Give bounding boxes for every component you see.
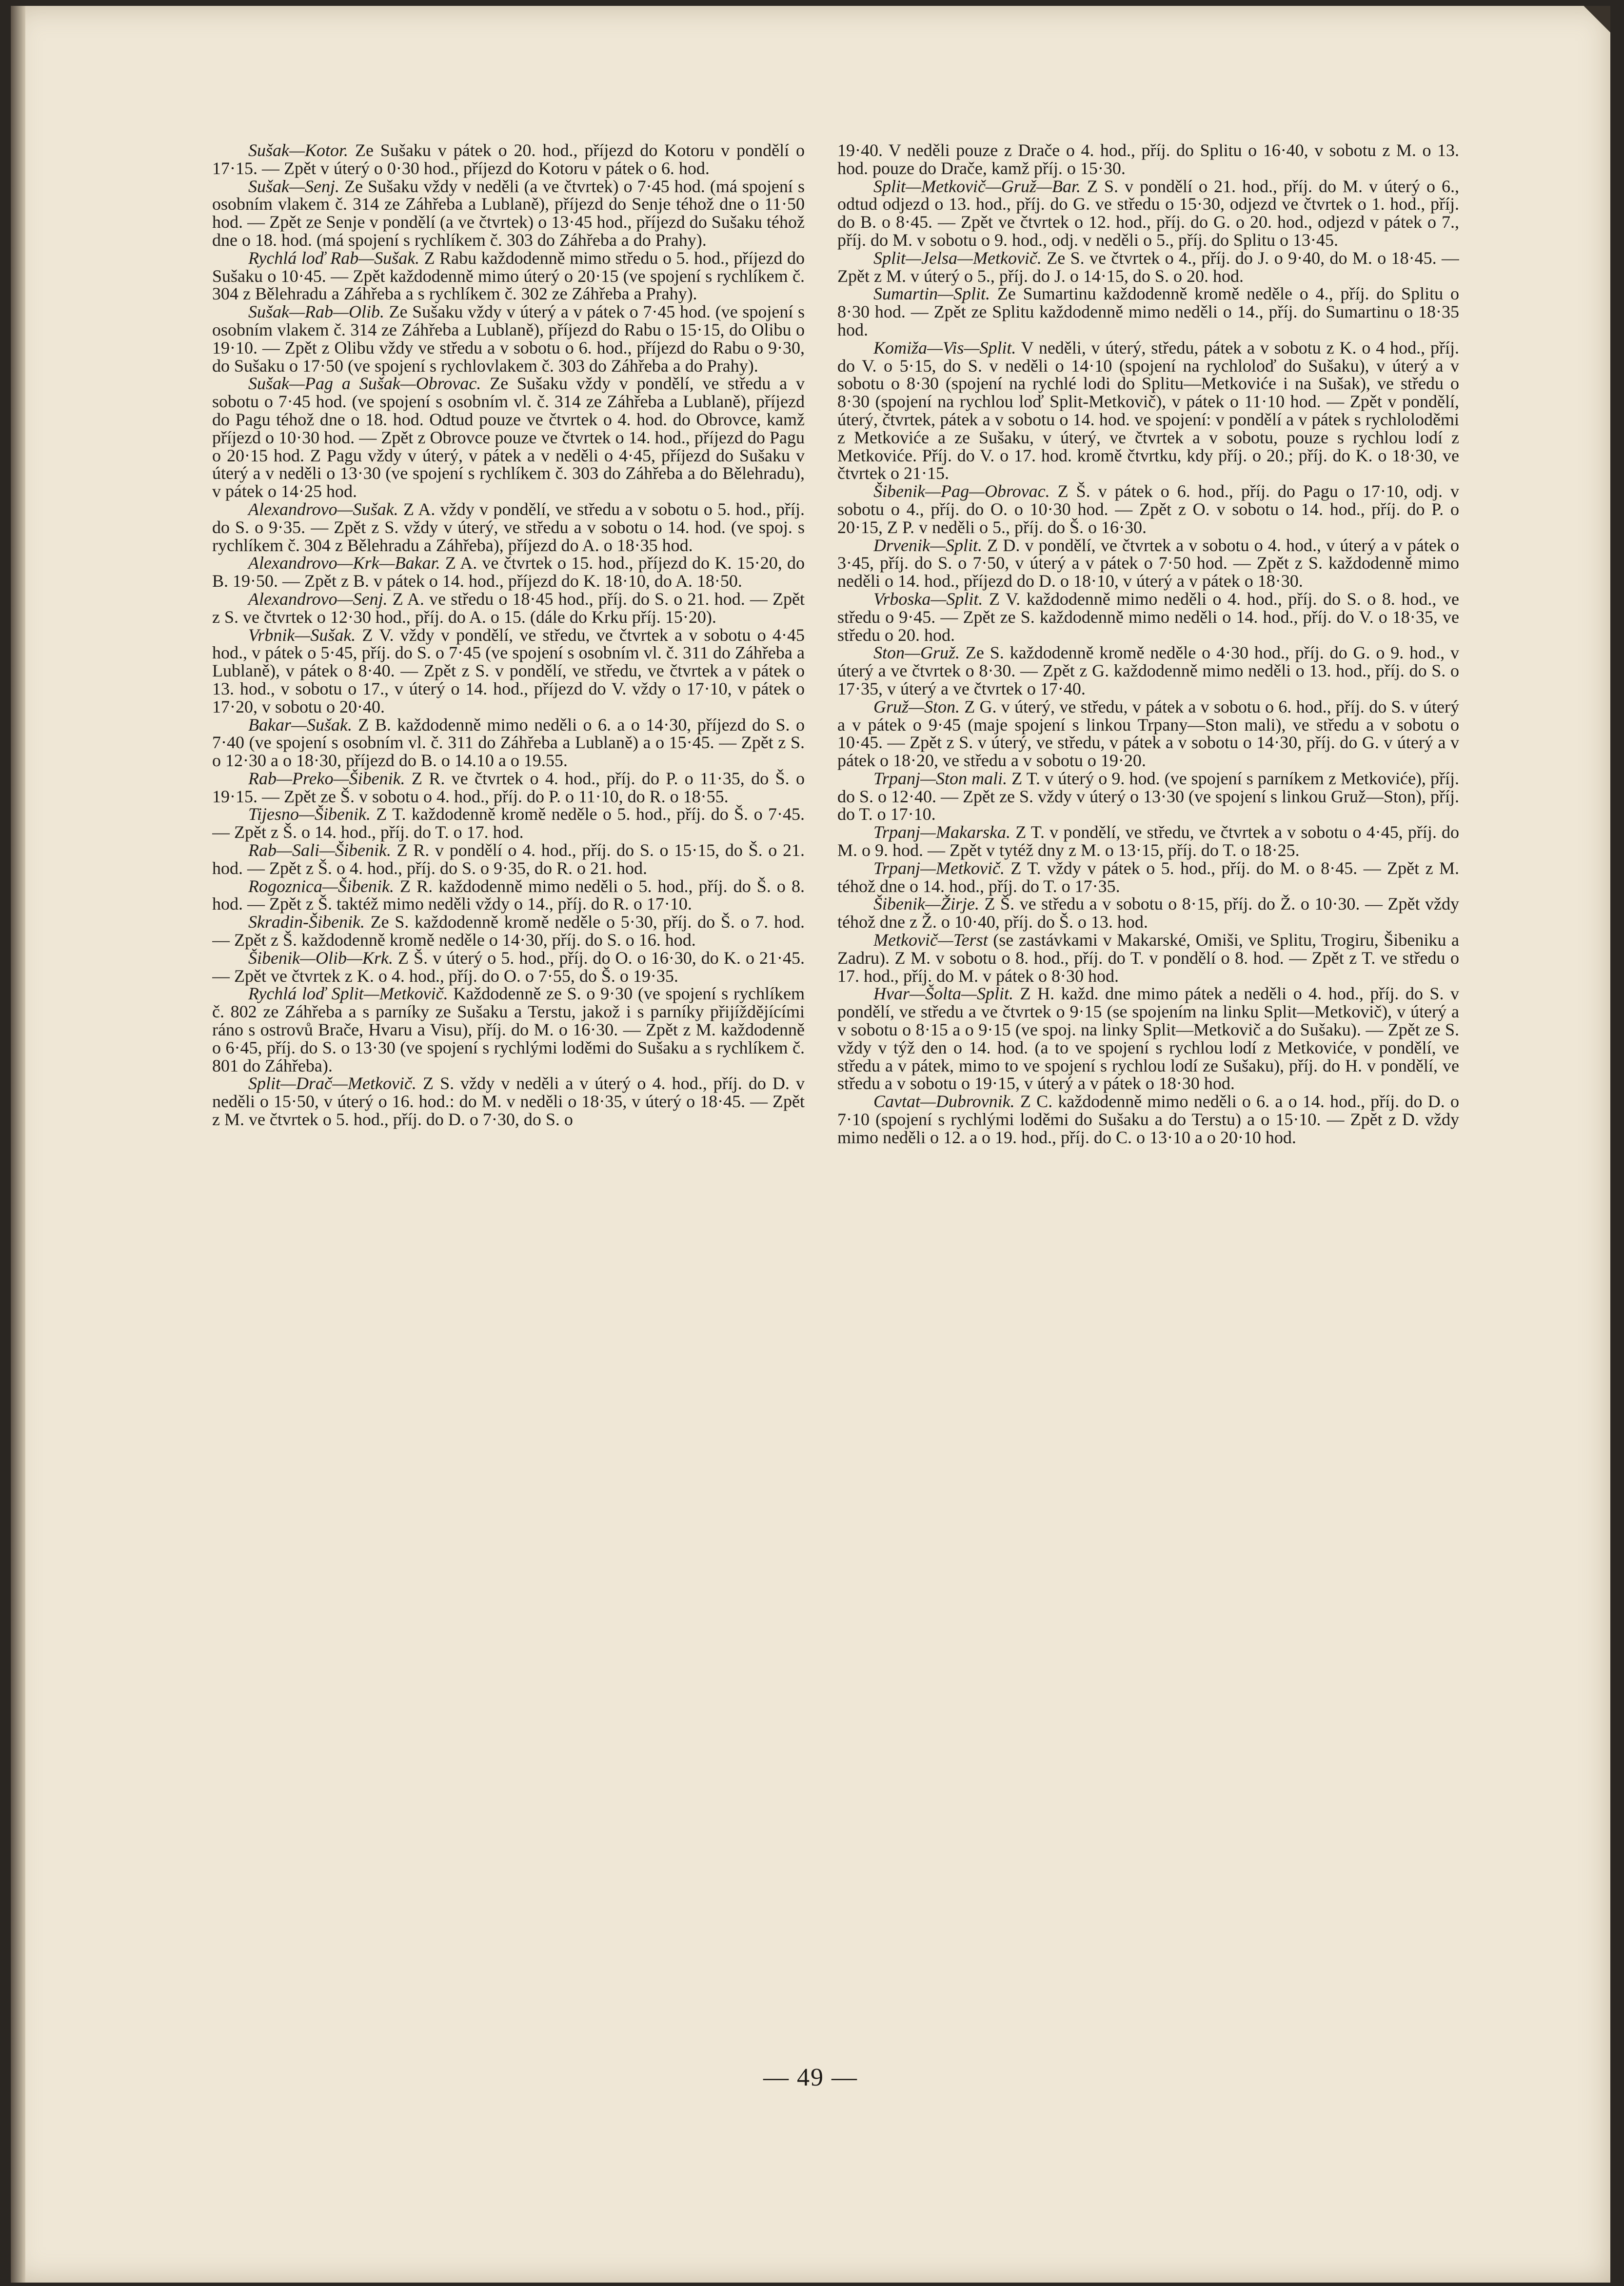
route-schedule-text: Z T. vždy v pátek o 5. hod., příj. do M. o 8·45. — Zpět z M. téhož dne o 14. hod., příj. do T. o 17·35. (837, 858, 1459, 896)
route-schedule-text: Z Š. ve středu a v sobotu o 8·15, příj. do Ž. o 10·30. — Zpět vždy téhož dne z Ž. o 10·40, příj. do Š. o 13. hod. (837, 894, 1459, 932)
route-schedule-text: Z R. v pondělí o 4. hod., příj. do S. o 15·15, do Š. o 21. hod. — Zpět z Š. o 4. hod., příj. do S. o 9·35, do R. o 21. hod. (212, 840, 805, 878)
route-name: Tijesno—Šibenik. (248, 804, 371, 824)
route-schedule-text: Z D. v pondělí, ve čtvrtek a v sobotu o 4. hod., v úterý a v pátek o 3·45, příj. do S. o 7·50, v úterý a v pátek o 7·50 hod. — Zpět z S. každodenně mimo neděli o 14. hod., příjezd do D. o 18·10, v úterý a v pátek o 18·30. (837, 535, 1459, 591)
timetable-entry (837, 141, 1459, 178)
timetable-entry (212, 554, 805, 590)
route-name: Sušak—Rab—Olib. (248, 302, 384, 322)
timetable-entry (212, 716, 805, 770)
route-name: Sušak—Pag a Sušak—Obrovac. (248, 374, 481, 394)
timetable-entry (837, 985, 1459, 1093)
route-schedule-text: Z S. v pondělí o 21. hod., příj. do M. v úterý o 6., odtud odjezd o 13. hod., příj. do G. ve středu o 15·30, odjezd ve čtvrtek o 1. hod., příj. do B. o 8·45. — Zpět ve čtvrtek o 12. hod., příj. do G. o 20. hod., odjezd v pátek o 7., příj. do M. v sobotu o 9. hod., odj. v neděli o 5., příj. do Splitu o 13·45. (837, 176, 1459, 250)
timetable-entry (837, 285, 1459, 338)
route-schedule-text: Z Š. v úterý o 5. hod., příj. do O. o 16·30, do K. o 21·45. — Zpět ve čtvrtek z K. o 4. hod., příj. do O. o 7·55, do Š. o 19·35. (212, 948, 805, 986)
route-schedule-text: 19·40. V neděli pouze z Drače o 4. hod., příj. do Splitu o 16·40, v sobotu z M. o 13. hod. pouze do Drače, kamž příj. o 15·30. (837, 141, 1459, 178)
route-name: Trpanj—Ston mali. (873, 768, 1008, 788)
book-spine-shadow (11, 6, 25, 2283)
timetable-entry (837, 482, 1459, 536)
route-name: Bakar—Sušak. (248, 715, 352, 735)
route-name: Split—Drač—Metkovič. (248, 1073, 416, 1093)
route-name: Šibenik—Pag—Obrovac. (873, 481, 1050, 501)
timetable-entry (212, 877, 805, 914)
route-name: Hvar—Šolta—Split. (873, 984, 1014, 1004)
route-name: Metkovič—Terst (873, 930, 988, 950)
route-name: Alexandrovo—Krk—Bakar. (248, 553, 440, 573)
route-name: Trpanj—Metkovič. (873, 858, 1005, 878)
route-schedule-text: Z B. každodenně mimo neděli o 6. a o 14·30, příjezd do S. o 7·40 (ve spojení s osobním vl. č. 311 do Záhřeba a Lublaně) a o 15·45. — Zpět z S. o 12·30 a o 18·30, příjezd do B. o 14.10 a o 19.55. (212, 715, 805, 771)
route-schedule-text: Z Rabu každodenně mimo středu o 5. hod., příjezd do Sušaku o 10·45. — Zpět každodenně mimo úterý o 20·15 (ve spojení s rychlíkem č. 304 z Bělehradu a Záhřeba a s rychlíkem č. 302 ze Záhřeba a Prahy). (212, 248, 805, 304)
route-schedule-text: Z R. každodenně mimo neděli o 5. hod., příj. do Š. o 8. hod. — Zpět z Š. taktéž mimo neděli vždy o 14., příj. do R. o 17·10. (212, 876, 805, 914)
route-schedule-text: Ze Sušaku vždy v neděli (a ve čtvrtek) o 7·45 hod. (má spojení s osobním vlakem č. 314 ze Záhřeba a Lublaně), příjezd do Senje téhož dne o 11·50 hod. — Zpět ze Senje v pondělí (a ve čtvrtek) o 13·45 hod., příjezd do Sušaku téhož dne o 18. hod. (má spojení s rychlíkem č. 303 do Záhřeba a do Prahy). (212, 176, 805, 250)
timetable-entry (212, 249, 805, 303)
route-name: Cavtat—Dubrovnik. (873, 1092, 1015, 1112)
timetable-entry (837, 859, 1459, 895)
route-schedule-text: Z C. každodenně mimo neděli o 6. a o 14. hod., příj. do D. o 7·10 (spojení s rychlými loděmi do Sušaku a do Terstu) a o 15·10. — Zpět z D. vždy mimo neděli o 12. a o 19. hod., příj. do C. o 13·10 a o 20·10 hod. (837, 1092, 1459, 1147)
timetable-entry (212, 913, 805, 949)
timetable-entry (837, 770, 1459, 823)
route-name: Sušak—Senj. (248, 176, 339, 196)
route-name: Split—Metkovič—Gruž—Bar. (873, 176, 1081, 196)
timetable-entry (837, 931, 1459, 985)
route-name: Ston—Gruž. (873, 643, 960, 663)
route-name: Gruž—Ston. (873, 696, 960, 716)
route-schedule-text: (se zastávkami v Makarské, Omiši, ve Splitu, Trogiru, Šibeniku a Zadru). Z M. v sobotu o 8. hod., příj. do T. v pondělí o 8. hod. — Zpět z T. ve středu o 17. hod., příj. do M. v pátek o 8·30 hod. (837, 930, 1459, 986)
timetable-entry (837, 249, 1459, 285)
timetable-entry (212, 770, 805, 806)
route-schedule-text: Z Š. v pátek o 6. hod., příj. do Pagu o 17·10, odj. v sobotu o 4., příj. do O. o 10·30 hod. — Zpět z O. v sobotu o 14. hod., příj. do P. o 20·15, Z P. v neděli o 5., příj. do Š. o 16·30. (837, 481, 1459, 537)
timetable-entry (212, 375, 805, 500)
timetable-entry (212, 626, 805, 716)
timetable-entry (837, 339, 1459, 482)
route-schedule-text: Ze S. každodenně kromě neděle o 5·30, příj. do Š. o 7. hod. — Zpět z Š. každodenně kromě neděle o 14·30, příj. do S. o 16. hod. (212, 912, 805, 950)
route-name: Sumartin—Split. (873, 284, 990, 304)
route-name: Rab—Sali—Šibenik. (248, 840, 391, 860)
timetable-entry (837, 590, 1459, 644)
route-name: Šibenik—Olib—Krk. (248, 948, 393, 968)
route-name: Šibenik—Žirje. (873, 894, 979, 914)
timetable-entry (837, 537, 1459, 590)
timetable-entry (212, 841, 805, 877)
right-column (837, 141, 1459, 2014)
route-schedule-text: Z T. v pondělí, ve středu, ve čtvrtek a v sobotu o 4·45, příj. do M. o 9. hod. — Zpět v tytéž dny z M. o 13·15, příj. do T. o 18·25. (837, 822, 1459, 860)
route-schedule-text: Z H. každ. dne mimo pátek a neděli o 4. hod., příj. do S. v pondělí, ve středu a ve čtvrtek o 9·15 (se spojením na linku Split—Metkovič), v úterý a v sobotu o 8·15 a o 9·15 (ve spoj. na linky Split—Metkovič a do Sušaku). — Zpět ze S. vždy v týž den o 14. hod. (a to ve spojení s rychlou lodí z Metkoviće, v pondělí, ve středu a v pátek, mimo to ve spojení s rychlou lodí ze Sušaku), příj. do H. v pondělí, ve středu a v sobotu o 19·15, v úterý a v pátek o 18·30 hod. (837, 984, 1459, 1093)
route-name: Alexandrovo—Sušak. (248, 499, 398, 519)
page-corner (1581, 6, 1610, 35)
route-schedule-text: Každodenně ze S. o 9·30 (ve spojení s rychlíkem č. 802 ze Záhřeba a s parníky ze Sušaku a Terstu, jakož i s parníky přijíždějícími ráno s ostrovů Brače, Hvaru a Visu), příj. do M. o 16·30. — Zpět z M. každodenně o 6·45, příj. do S. o 13·30 (ve spojení s rychlými loděmi do Sušaku a s rychlíkem č. 801 do Záhřeba). (212, 984, 805, 1075)
timetable-entry (212, 500, 805, 554)
document-page (11, 6, 1610, 2283)
route-schedule-text: Ze Sušaku vždy v úterý a v pátek o 7·45 hod. (ve spojení s osobním vlakem č. 314 ze Záhřeba a Lublaně), příjezd do Rabu o 15·15, do Olibu o 19·10. — Zpět z Olibu vždy ve středu a v sobotu o 6. hod., příjezd do Rabu o 9·30, do Sušaku o 17·50 (ve spojení s rychlovlakem č. 303 do Záhřeba a do Prahy). (212, 302, 805, 376)
route-schedule-text: Ze Sušaku v pátek o 20. hod., příjezd do Kotoru v pondělí o 17·15. — Zpět v úterý o 0·30 hod., příjezd do Kotoru v pátek o 6. hod. (212, 141, 805, 178)
route-schedule-text: Z T. v úterý o 9. hod. (ve spojení s parníkem z Metkoviće), příj. do S. o 12·40. — Zpět ze S. vždy v úterý o 13·30 (ve spojení s linkou Gruž—Ston), příj. do T. o 17·10. (837, 768, 1459, 824)
timetable-entry (212, 178, 805, 249)
timetable-entry (837, 698, 1459, 770)
route-schedule-text: Ze S. ve čtvrtek o 4., příj. do J. o 9·40, do M. o 18·45. — Zpět z M. v úterý o 5., příj. do J. o 14·15, do S. o 20. hod. (837, 248, 1459, 286)
timetable-entry (212, 949, 805, 985)
route-schedule-text: Ze Sušaku vždy v pondělí, ve středu a v sobotu o 7·45 hod. (ve spojení s osobním vl. č. 314 ze Záhřeba a Lublaně), příjezd do Pagu téhož dne o 18. hod. Odtud pouze ve čtvrtek o 4. hod. do Obrovce, kamž příjezd o 10·30 hod. — Zpět z Obrovce pouze ve čtvrtek o 14. hod., příjezd do Pagu o 20·15 hod. Z Pagu vždy v úterý, v pátek a v neděli o 4·45, příjezd do Sušaku v úterý a v neděli o 13·30 (ve spojení s rychlíkem č. 303 do Záhřeba a do Bělehradu), v pátek o 14·25 hod. (212, 374, 805, 501)
route-schedule-text: Z V. každodenně mimo neděli o 4. hod., příj. do S. o 8. hod., ve středu o 9·45. — Zpět ze S. každodenně mimo neděli o 14. hod., příj. do V. o 18·35, ve středu o 20. hod. (837, 589, 1459, 645)
route-schedule-text: Z G. v úterý, ve středu, v pátek a v sobotu o 6. hod., příj. do S. v úterý a v pátek o 9·45 (maje spojení s linkou Trpany—Ston mali), ve středu a v sobotu o 10·45. — Zpět z S. v úterý, ve středu, v pátek a v sobotu o 14·30, příj. do G. v úterý a v pátek o 18·20, ve středu a v sobotu o 19·20. (837, 696, 1459, 771)
route-name: Drvenik—Split. (873, 535, 982, 555)
route-name: Trpanj—Makarska. (873, 822, 1011, 842)
route-name: Rychlá loď Rab—Sušak. (248, 248, 420, 268)
timetable-entry (837, 895, 1459, 931)
left-column (212, 141, 805, 2014)
route-schedule-text: Z A. ve středu o 18·45 hod., příj. do S. o 21. hod. — Zpět z S. ve čtvrtek o 12·30 hod., příj. do A. o 15. (dále do Krku příj. 15·20). (212, 589, 805, 627)
route-name: Vrboska—Split. (873, 589, 983, 609)
route-schedule-text: Z R. ve čtvrtek o 4. hod., příj. do P. o 11·35, do Š. o 19·15. — Zpět ze Š. v sobotu o 4. hod., příj. do P. o 11·10, do R. o 18·55. (212, 768, 805, 806)
route-name: Rogoznica—Šibenik. (248, 876, 394, 896)
timetable-entry (837, 178, 1459, 249)
route-name: Vrbnik—Sušak. (248, 625, 356, 645)
timetable-entry (212, 1074, 805, 1128)
route-name: Alexandrovo—Senj. (248, 589, 388, 609)
route-schedule-text: Z A. vždy v pondělí, ve středu a v sobotu o 5. hod., příj. do S. o 9·35. — Zpět z S. vždy v úterý, ve středu a v sobotu o 14. hod. (ve spoj. s rychlíkem č. 304 z Bělehradu a Záhřeba), příjezd do A. o 18·35 hod. (212, 499, 805, 555)
route-name: Rychlá loď Split—Metkovič. (248, 984, 448, 1004)
route-name: Split—Jelsa—Metkovič. (873, 248, 1042, 268)
route-name: Skradin-Šibenik. (248, 912, 365, 932)
timetable-entry (837, 823, 1459, 859)
timetable-entry (837, 644, 1459, 697)
route-schedule-text: Ze S. každodenně kromě neděle o 4·30 hod., příj. do G. o 9. hod., v úterý a ve čtvrtek o 8·30. — Zpět z G. každodenně mimo neděli o 13. hod., příj. do S. o 17·35, v úterý a ve čtvrtek o 17·40. (837, 643, 1459, 698)
route-schedule-text: Z T. každodenně kromě neděle o 5. hod., příj. do Š. o 7·45. — Zpět z Š. o 14. hod., příj. do T. o 17. hod. (212, 804, 805, 842)
route-schedule-text: Z V. vždy v pondělí, ve středu, ve čtvrtek a v sobotu o 4·45 hod., v pátek o 5·45, příj. do S. o 7·45 (ve spojení s osobním vl. č. 311 do Záhřeba a Lublaně), v pátek o 8·40. — Zpět z S. v pondělí, ve středu, ve čtvrtek a v pátek o 13. hod., v sobotu o 17., v úterý o 14. hod., příjezd do V. vždy o 17·10, v pátek o 17·20, v sobotu o 20·40. (212, 625, 805, 716)
timetable-entry (212, 590, 805, 626)
timetable-entry (212, 805, 805, 841)
timetable-entry (212, 303, 805, 375)
route-schedule-text: Ze Sumartinu každodenně kromě neděle o 4., příj. do Splitu o 8·30 hod. — Zpět ze Splitu každodenně mimo neděli o 14., příj. do Sumartinu o 18·35 hod. (837, 284, 1459, 339)
timetable-entry (212, 141, 805, 178)
route-name: Rab—Preko—Šibenik. (248, 768, 405, 788)
page-number: — 49 — (763, 2064, 858, 2091)
route-name: Sušak—Kotor. (248, 141, 349, 160)
route-schedule-text: Z S. vždy v neděli a v úterý o 4. hod., příj. do D. v neděli o 15·50, v úterý o 16. hod.: do M. v neděli o 18·35, v úterý o 18·45. — Zpět z M. ve čtvrtek o 5. hod., příj. do D. o 7·30, do S. o (212, 1073, 805, 1130)
route-schedule-text: Z A. ve čtvrtek o 15. hod., příjezd do K. 15·20, do B. 19·50. — Zpět z B. v pátek o 14. hod., příjezd do K. 18·10, do A. 18·50. (212, 553, 805, 591)
route-name: Komiža—Vis—Split. (873, 338, 1016, 358)
timetable-entry (212, 985, 805, 1074)
timetable-entry (837, 1093, 1459, 1146)
route-schedule-text: V neděli, v úterý, středu, pátek a v sobotu z K. o 4 hod., příj. do V. o 5·15, do S. v neděli o 14·10 (spojení na rychloloď do Sušaku), v úterý a v sobotu o 8·30 (spojení na rychlé lodi do Splitu—Metkoviće i na Sušak), ve středu o 8·30 (spojení na rychlou loď Split-Metkovič), v pátek o 11·10 hod. — Zpět v pondělí, úterý, čtvrtek, pátek a v sobotu o 14. hod. ve spojení: v pondělí a v pátek s rychloloděmi z Metkoviće a ze Sušaku, v úterý, ve čtvrtek a v sobotu, pouze s rychlou lodí z Metkoviće. Příj. do V. o 17. hod. kromě čtvrtku, kdy příj. o 20.; příj. do K. o 18·30, ve čtvrtek o 21·15. (837, 338, 1459, 483)
